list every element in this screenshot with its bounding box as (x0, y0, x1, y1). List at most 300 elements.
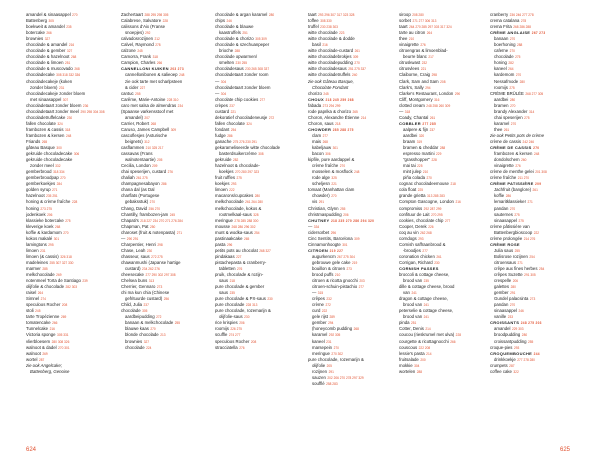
index-page-refs: 254 (254, 230, 260, 235)
index-page-refs: 301 (332, 146, 338, 151)
index-page-refs: 265 (243, 236, 250, 241)
index-term: Clark, Sam and Sam (399, 78, 439, 84)
index-term: kabeljauw (312, 145, 332, 151)
index-term: crêpes Suzette (494, 272, 523, 278)
index-page-refs: 211 270 (517, 176, 530, 181)
index-term: brandy Alexander (494, 108, 528, 114)
index-term: chi ma kun chia (Chinese (121, 290, 170, 296)
index-term: marsepein (312, 344, 333, 350)
index-page-refs: 208 280 (412, 13, 424, 17)
index-term: frambozen & kersen (494, 151, 533, 157)
index-page-refs: 286 (505, 194, 512, 199)
index-page-refs: 280 (268, 13, 275, 17)
index-page-refs: 272 275 (151, 254, 163, 259)
index-page-refs: 264 (508, 67, 514, 72)
index-term: Cinc Sentits, Barcelona (308, 235, 353, 241)
index-page-refs: 275 (514, 212, 520, 217)
index-term: lessie's pasta (399, 350, 425, 356)
index-page-refs: 242 246 (522, 139, 535, 144)
index-page-refs: 278 (155, 43, 161, 48)
index-term: chocolade & limoen (26, 60, 64, 66)
index-page-refs: 318 (65, 127, 71, 132)
index-page-refs: 270 (515, 73, 522, 78)
index-term: citrusvlees (399, 66, 420, 72)
index-page-refs: 318 (152, 55, 158, 60)
index-page-refs: 270 (354, 61, 360, 66)
index-term: fruitsalade (399, 356, 419, 362)
index-page-refs: 214 (425, 327, 431, 332)
index-term: frambozen & kersen (26, 132, 65, 138)
index-page-refs: 288 (234, 49, 240, 54)
index-page-refs: 266 (156, 61, 163, 66)
index-term: cafeïne (494, 48, 509, 54)
index-term: koffie (494, 193, 505, 199)
index-column (26, 12, 112, 375)
index-page-refs: 276 (420, 43, 426, 48)
index-column (121, 12, 207, 351)
index-page-refs: 268 (353, 327, 359, 332)
index-term: dondolschem (494, 157, 520, 163)
index-page-refs: 270 (333, 345, 339, 350)
index-term: custard (215, 108, 230, 114)
index-term: siroop (399, 12, 411, 17)
index-term: rootmelkaal-saus (219, 211, 252, 217)
index-page-refs: 251 (411, 321, 417, 326)
index-page-refs: 294 (425, 85, 431, 90)
index-term: citroensaus (494, 259, 516, 265)
index-page-refs: 326 318 (60, 254, 72, 259)
index-page-refs: 271 (176, 230, 183, 235)
index-term: Cotter, Denis (399, 326, 424, 332)
index-term: macarons/cupcakes (215, 193, 254, 199)
index-term: vlierbloesem (26, 338, 51, 344)
index-term: crème de menthe gelei (490, 169, 534, 175)
index-page-refs: 231 (40, 248, 46, 253)
index-page-refs: 203 (359, 279, 365, 284)
index-page-refs: 234 262 276 (142, 266, 160, 271)
index-term: (Spaanse varkensstoof met (121, 108, 174, 114)
index-term: couscous (399, 344, 418, 350)
index-page-refs: 308 330 (320, 19, 332, 24)
index-page-refs: 248 (533, 152, 540, 157)
index-term: cantuc (121, 90, 134, 96)
index-page-refs: 277 285 (422, 121, 437, 126)
index-term: Chapman, Pat (121, 223, 149, 229)
index-term: citroen & ricotta gnocchi (312, 278, 358, 284)
index-page-refs: 294 (328, 321, 334, 326)
index-page-refs: 216 (49, 327, 55, 332)
index-page-refs: 268 (74, 67, 80, 72)
index-term: gekruide (215, 157, 232, 163)
index-term: gele rijst (312, 314, 329, 320)
index-page-refs: 280 (519, 79, 525, 84)
index-term: Campion, Charles (121, 60, 156, 66)
index-term: sauzen (312, 374, 326, 380)
index-term: croissantpudding (494, 338, 527, 344)
index-term: speculoos Rocher (215, 338, 250, 344)
index-term: brood van (403, 302, 423, 308)
index-term: courgette & ricottagnocchi (399, 338, 449, 344)
index-term: brioche (219, 48, 234, 54)
index-page-refs: 280 (521, 333, 528, 338)
index-term: Chantilly, frambozen-jam (121, 211, 169, 217)
index-term: cola float (399, 187, 417, 193)
index-page-refs: 288 (416, 369, 423, 374)
index-page-refs: 201 308 (535, 170, 547, 175)
index-page-refs: 291 305 (524, 273, 536, 278)
index-term: broodpudding (494, 332, 521, 338)
index-term: scheljesn (312, 181, 330, 187)
index-page-refs: 324 (246, 121, 252, 126)
index-page-refs: 254 (529, 254, 535, 259)
index-term: tomaat (Manhattan clam (308, 187, 355, 193)
index-page-refs: 255 (135, 91, 141, 96)
index-term: chocolade & argan karamel (215, 12, 268, 17)
index-term: CHOWDER (308, 126, 332, 132)
index-term: CRÈME PATISSIÈRE (490, 181, 534, 187)
index-page-refs: 241 (423, 315, 429, 320)
index-page-refs: 236 (82, 103, 89, 108)
index-term: — (308, 223, 313, 229)
index-term: chocolade & gember (26, 48, 66, 54)
index-term: Cornish saffraanbrood & (399, 241, 446, 247)
index-term: casflammen (121, 145, 145, 151)
index-term: vinaigrette (494, 163, 514, 169)
index-term: chocoladetruffelcake (26, 114, 66, 120)
index-page-refs: 268 277 305 (525, 91, 544, 96)
index-term: peterselie & cottage cheese, (399, 308, 454, 314)
index-term: botercake (26, 30, 45, 36)
index-term: aardbei (494, 96, 509, 102)
index-page-refs: 206 (47, 212, 53, 217)
index-page-refs: 228 313 (245, 303, 258, 308)
index-page-refs: 270 301 (58, 345, 70, 350)
index-page-refs: 275 276 230 291 (233, 139, 257, 144)
index-term: chocoladetaart zonder room (215, 72, 269, 78)
index-term: vinaigrette (399, 42, 419, 48)
index-page-refs: 268 (322, 139, 328, 144)
index-page-refs: 275 (515, 55, 521, 60)
index-page-refs: 206 (239, 321, 245, 326)
index-term: chocolade & blauwe (215, 24, 254, 30)
index-page-refs: 235 (423, 279, 429, 284)
index-page-refs: 235 (66, 25, 72, 30)
index-page-refs: 270 (509, 206, 516, 211)
index-page-refs: 230 (146, 248, 153, 253)
index-term: crème (312, 302, 324, 308)
index-page-refs: 229 (436, 152, 442, 157)
index-term: Choron, saus (308, 120, 334, 126)
index-page-refs: 241 (423, 303, 429, 308)
index-term: Battenberg, Genoise (30, 368, 70, 374)
index-page-refs: 254 (230, 127, 237, 132)
index-page-refs: 285 (42, 266, 48, 271)
index-page-refs: 284 (56, 182, 62, 187)
index-term: broccoli & cottage cheese, (399, 272, 450, 278)
index-term: pinda (399, 320, 410, 326)
index-page-refs: 305 331 (57, 333, 69, 338)
index-page-refs: 230 (267, 297, 273, 302)
index-term: CRÈME DE CASSIS (490, 145, 532, 151)
index-page-refs: 228 (431, 158, 437, 163)
index-term: dille & cottage cheese, brood (399, 284, 455, 290)
index-page-refs: 235 (229, 291, 235, 296)
index-page-refs: 230 238 303 (320, 25, 338, 30)
index-page-refs: 246 (518, 309, 524, 314)
index-page-refs: 268 (150, 121, 157, 126)
index-term: chocoladetaart zonder meel (26, 108, 80, 114)
index-term: "grasshopper" (403, 157, 430, 163)
index-term: Victoria sponge (26, 332, 56, 338)
index-page-left (26, 12, 301, 452)
index-page-refs: 266 (450, 339, 456, 344)
index-term: witte chocoladepudding (308, 60, 353, 66)
index-term: gemberkoekjes (26, 181, 56, 187)
index-page-refs: 223 (339, 31, 345, 36)
index-term: Chase, Leah (121, 247, 146, 253)
page-number-right: 625 (560, 447, 571, 453)
index-page-refs: 327 (143, 339, 150, 344)
index-page-refs: 229 303 (511, 327, 524, 332)
index-term: aalpere & fijn (403, 126, 429, 132)
index-term: Clark's, Sally (399, 84, 424, 90)
index-term: crème de cassis (490, 138, 522, 144)
index-term: pruik, chocolade & rozijn- (215, 272, 264, 278)
index-term: koffie & kardamom (26, 229, 62, 235)
index-page-refs: 213 (160, 333, 166, 338)
index-page-refs: 308 (258, 152, 264, 157)
index-term: snoepjes) (125, 30, 144, 36)
index-term: confituur de Lait (399, 211, 430, 217)
index-term: — (399, 108, 404, 114)
index-term: corndogs (399, 235, 417, 241)
index-term: taart (308, 12, 317, 17)
index-term: calzone (121, 48, 136, 54)
index-column (308, 12, 394, 387)
index-page-refs: 269 (60, 315, 67, 320)
index-page-refs: 277 (444, 218, 451, 223)
index-page-refs: 275 (65, 218, 71, 223)
index-page-refs: 210 (422, 170, 429, 175)
index-term: melkchocolade (215, 199, 244, 205)
index-page-refs: 328 (253, 212, 259, 217)
index-term: Caruso, James Campbell (121, 126, 170, 132)
index-term: banaan & melkchocolade (125, 320, 174, 326)
index-term: cascoflesjes (Asturische (121, 132, 168, 138)
index-term: melkchocolade (26, 272, 55, 278)
index-term: chocolade & szechuanpeper (215, 42, 270, 48)
index-page-refs: 222 208 (418, 345, 431, 350)
index-page-refs: 318 (404, 109, 411, 114)
index-page-refs: 270 280 297 323 (235, 170, 260, 175)
index-page-refs: 327 (44, 37, 51, 42)
index-term: toffee (308, 18, 319, 24)
index-page-refs: 248 275 203 (520, 321, 542, 326)
index-page-refs: 264 (426, 31, 433, 36)
index-term: wortelen (399, 368, 416, 374)
index-term: met sinaasappel (30, 96, 62, 102)
index-term: chocolate chip cookies (215, 96, 259, 102)
index-term: kipfile, pure aardappel & (308, 157, 355, 163)
index-term: cookies, chocolate chip (399, 217, 444, 223)
index-page-refs: 301 (53, 236, 60, 241)
index-column (215, 12, 301, 351)
index-term: dekoratief chocoladeneusje (215, 114, 268, 120)
index-page-refs: 225 (417, 164, 423, 169)
page-number-left: 624 (26, 447, 37, 453)
index-term: gekruide chocoladecake (26, 157, 73, 163)
index-term: stracciatella (215, 344, 238, 350)
index-term: chai speserijen (494, 114, 523, 120)
index-term: Claiborne, Craig (399, 72, 431, 78)
index-page-refs: 273 (529, 297, 536, 302)
index-page-refs: 270 (339, 164, 346, 169)
index-page-refs: 287 (38, 357, 45, 362)
index-term: aardbeipudding (125, 314, 155, 320)
index-term: olijfolie (312, 362, 326, 368)
index-term: saus (219, 290, 229, 296)
index-page-refs: 291 (510, 291, 516, 296)
index-page-refs: 218 (450, 182, 456, 187)
index-page-refs: 210 325 217 (145, 146, 164, 151)
index-term: chocolade & muscovado (26, 66, 73, 72)
index-term: Carrier, Robert (121, 120, 150, 126)
index-term: chaliah (121, 175, 135, 181)
index-page-refs: 292 305 (328, 333, 341, 338)
index-term: Carême, Marie-Antoine (121, 96, 166, 102)
index-page-refs: 228 310 (166, 97, 179, 102)
index-page-refs: 240 (351, 73, 358, 78)
index-page-refs: 248 (354, 170, 360, 175)
index-page-refs: 313 285 283 (427, 194, 445, 199)
index-page-refs: 327 (66, 49, 73, 54)
index-page-refs: 269 (56, 273, 62, 278)
index-page-refs: 255 307 327 330 (49, 260, 74, 265)
index-page-refs: 277 (322, 133, 328, 138)
index-term: calissons d'Aix (Franse (121, 24, 166, 30)
index-page-refs: 251 (242, 31, 248, 36)
index-page-refs: 207 (144, 115, 150, 120)
index-term: fondant (215, 126, 230, 132)
index-term: chocolade & hazelnoot (26, 54, 70, 60)
index-term: witte chocoladetruffels (308, 72, 351, 78)
index-page-refs: 264 270 285 297 303 317 324 (409, 25, 452, 30)
index-term: chocoladetaart zonder bloem (215, 84, 271, 90)
index-term: Zachertaart (121, 12, 143, 17)
index-page-refs: 306 (73, 152, 80, 157)
index-term: van (403, 290, 410, 296)
index-term: cranberry (490, 12, 509, 17)
index-term: pandan (494, 205, 509, 211)
index-term: coffee cake (490, 368, 512, 374)
index-page-refs: 301 (342, 242, 348, 247)
index-page-refs: 315 (317, 291, 324, 296)
index-term: Cherrier, Gennaro (121, 284, 156, 290)
index-page-refs: 231 (58, 85, 65, 90)
index-term: sauternes (494, 211, 513, 217)
index-term: drinkkoekje (494, 356, 516, 362)
index-term: Battenberg (26, 18, 48, 24)
index-page-refs: 245 (323, 91, 329, 96)
index-page-refs: 266 (46, 31, 52, 36)
index-page-refs: 265 (41, 139, 48, 144)
index-page-refs: 227 (236, 254, 242, 259)
index-page-refs: 286 (161, 182, 167, 187)
index-term: madeleines (26, 259, 48, 265)
index-term: cheesecake (121, 272, 144, 278)
index-page-refs: 270 (533, 146, 540, 151)
index-term: notenmeel Torta de Santiago (26, 278, 81, 284)
index-page-refs: 269 (42, 351, 48, 356)
index-page-refs: 218 227 234 270 271 276 284 (140, 218, 183, 223)
index-page-refs: 275 (509, 85, 515, 90)
index-term: grande grietta (399, 193, 426, 199)
index-page-refs: 274 (40, 297, 46, 302)
index-term: mousse (215, 223, 231, 229)
index-term: dragon & cottage cheese, (399, 296, 448, 302)
index-page-refs: 270 302 (331, 351, 343, 356)
index-term: charoset (fruit & notenpasta) (121, 229, 176, 235)
index-page-refs: 305 (48, 19, 54, 24)
index-page-refs: 230 (434, 260, 440, 265)
index-entry (399, 369, 485, 375)
index-term: cidersorbet (308, 229, 330, 235)
index-page-refs: 270 (63, 230, 69, 235)
index-page-refs: 217 (428, 55, 434, 60)
index-page-refs: 290 (454, 91, 461, 96)
index-term: croque-pies (490, 344, 513, 350)
index-term: gemberbrood (26, 169, 52, 175)
index-term: petits pots au chocolat (215, 247, 258, 253)
index-term: charflats (Portugese (121, 193, 160, 199)
index-page-refs: 218 (229, 279, 235, 284)
index-term: CHUTNEY (308, 217, 330, 223)
index-term: crème pâtissière van (490, 223, 530, 229)
index-page-refs: 288 (439, 146, 446, 151)
index-page-refs: 236 246 277 278 (509, 13, 534, 17)
index-term: caro met salsa de almendras (121, 102, 177, 108)
index-term: sorbet (399, 18, 411, 24)
index-page-refs: 208 (440, 79, 446, 84)
index-page-refs: 261 (532, 188, 538, 193)
index-page-refs: 221 (420, 67, 427, 72)
index-term: pure chocolade, rozemarijn & (308, 356, 364, 362)
index-page-refs: 293 (513, 345, 520, 350)
index-term: fudge (215, 132, 226, 138)
index-term: brood van (403, 314, 423, 320)
index-page-refs: 256 270 (148, 206, 161, 211)
index-term: boerhoning (494, 42, 516, 48)
index-page-refs: 245 (35, 309, 41, 314)
index-term: fruit ruffles (215, 175, 235, 181)
index-term: crespelle (494, 278, 512, 284)
index-term: pure chocolade (215, 302, 245, 308)
index-page-refs: 300 (56, 146, 62, 151)
index-page-refs: 270 (60, 176, 66, 181)
index-page-refs: 271 (52, 188, 58, 193)
index-term: witte chocolade & dodde (308, 36, 355, 42)
index-page-refs: 232 (421, 61, 428, 66)
index-page-refs: 251 275 337 (348, 67, 366, 72)
index-page-refs: 274 277 (228, 333, 241, 338)
index-term: beignets) (125, 138, 143, 144)
index-term: Calabrese, Salvatore (121, 18, 162, 24)
index-term: CRÈME BRÛLÉE (490, 90, 524, 96)
index-page-refs: 273 294 299 (322, 103, 341, 108)
index-term: chocoladecakeje zonder bloem (26, 90, 86, 96)
index-page-refs: 218 245 259 268 (325, 97, 354, 102)
index-page-refs: 248 (179, 73, 185, 78)
